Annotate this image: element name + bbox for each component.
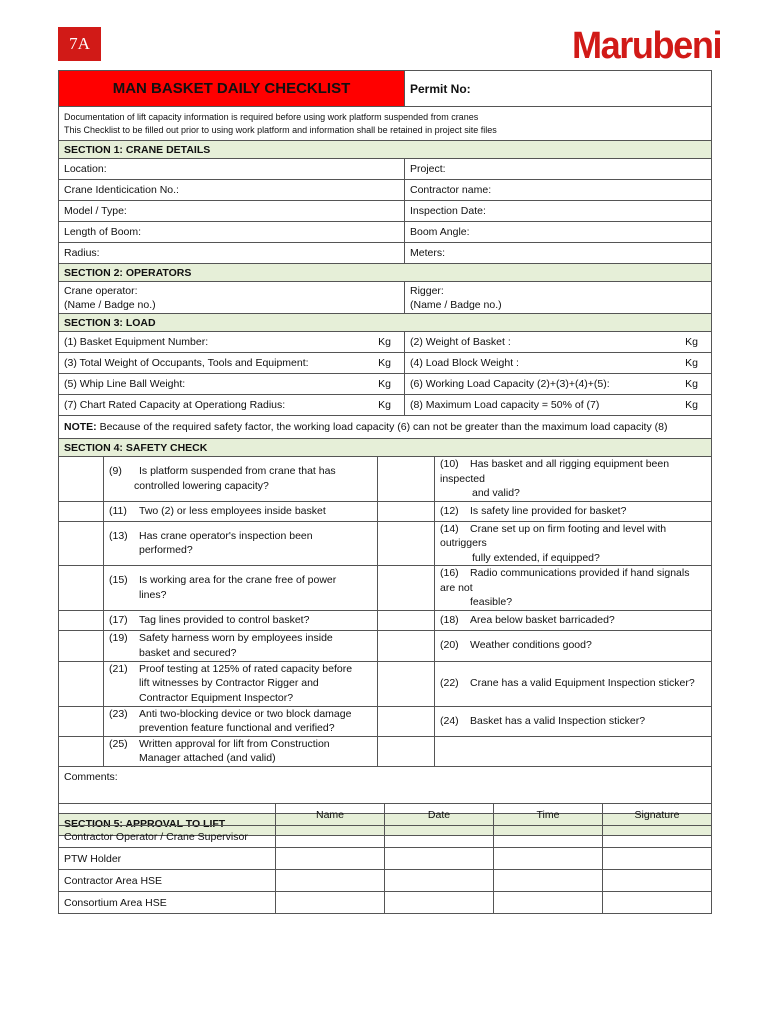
column-time: Time [494,804,603,826]
name-cell[interactable] [276,826,385,848]
check-item-22 [435,661,712,706]
check-box-14[interactable] [378,521,435,566]
load-label: (7) Chart Rated Capacity at Operationg Radius: [64,399,286,411]
section-2-header: SECTION 2: OPERATORS [59,264,712,282]
permit-number-field[interactable] [405,71,712,107]
inspection-date-field[interactable]: Inspection Date: [405,201,712,222]
date-cell[interactable] [385,892,494,914]
signature-cell[interactable] [603,870,712,892]
name-cell[interactable] [276,848,385,870]
item-number: (11) [109,504,127,517]
marubeni-logo [572,24,722,68]
load-field-2[interactable] [405,332,712,353]
document-code-badge: 7A [58,27,101,61]
item-number: (14) [440,522,459,535]
check-box-10[interactable] [378,457,435,502]
item-number: (19) [109,632,128,644]
column-name: Name [276,804,385,826]
item-number: (9) [109,465,122,478]
check-box-18[interactable] [378,610,435,630]
check-item-10 [435,457,712,502]
check-box-17[interactable] [59,610,104,630]
item-text: Is working area for the crane free of power [139,574,337,587]
check-box-21[interactable] [59,661,104,706]
item-number: (23) [109,707,128,720]
check-item-18 [435,610,712,630]
unit-kg: Kg [378,378,391,390]
load-label: (1) Basket Equipment Number: [64,336,209,348]
role-ptw-holder: PTW Holder [59,848,276,870]
load-label: (2) Weight of Basket : [410,336,511,348]
date-cell[interactable] [385,870,494,892]
intro-line-2: This Checklist to be filled out prior to using work platform and information shall be retained in project site files [64,124,497,135]
check-box-15[interactable] [59,566,104,611]
approval-header-blank [59,804,276,826]
crane-operator-field[interactable] [59,282,405,314]
unit-kg: Kg [378,399,391,411]
item-text-cont: controlled lowering capacity? [134,479,269,492]
load-field-8[interactable] [405,395,712,416]
item-text-cont: performed? [139,544,193,557]
load-label: (3) Total Weight of Occupants, Tools and Equipment: [64,357,309,369]
time-cell[interactable] [494,826,603,848]
approval-table [58,803,712,914]
load-field-5[interactable] [59,374,405,395]
unit-kg: Kg [378,357,391,369]
comments-label: Comments: [64,770,118,783]
item-text-cont: basket and secured? [139,646,237,659]
check-item-12 [435,501,712,521]
logo-text: Marubeni [572,25,722,67]
intro-line-1: Documentation of lift capacity information is required before using work platform suspended from cranes [64,111,479,122]
rigger-sublabel: (Name / Badge no.) [410,298,502,311]
section-4-header: SECTION 4: SAFETY CHECK [59,439,712,457]
boom-length-field[interactable]: Length of Boom: [59,222,405,243]
item-text: Weather conditions good? [470,639,592,652]
check-item-20 [435,630,712,661]
item-text: Anti two-blocking device or two block damage [139,707,352,720]
unit-kg: Kg [685,399,698,411]
check-item-21 [104,661,378,706]
date-cell[interactable] [385,848,494,870]
check-box-24[interactable] [378,706,435,736]
check-box-9[interactable] [59,457,104,502]
meters-field[interactable]: Meters: [405,243,712,264]
check-item-14 [435,521,712,566]
time-cell[interactable] [494,848,603,870]
item-text-cont: lift witnesses by Contractor Rigger and [139,677,319,690]
permit-label: Permit No: [410,81,471,96]
check-item-17 [104,610,378,630]
item-text-cont: fully extended, if equipped? [472,551,600,564]
item-text: Is safety line provided for basket? [470,504,627,517]
unit-kg: Kg [685,336,698,348]
item-number: (20) [440,639,459,652]
crane-id-field[interactable]: Crane Identicication No.: [59,180,405,201]
item-text: Is platform suspended from crane that has [139,465,336,478]
check-item-13 [104,521,378,566]
load-note [59,416,712,439]
check-box-12[interactable] [378,501,435,521]
item-number: (24) [440,714,459,727]
check-box-empty[interactable] [378,736,435,766]
item-text: Crane has a valid Equipment Inspection sticker? [470,677,695,690]
boom-angle-field[interactable]: Boom Angle: [405,222,712,243]
check-item-24 [435,706,712,736]
item-text: Written approval for lift from Construction [139,737,330,750]
load-field-6[interactable] [405,374,712,395]
load-label: (6) Working Load Capacity (2)+(3)+(4)+(5): [410,378,610,390]
check-item-15 [104,566,378,611]
check-box-23[interactable] [59,706,104,736]
crane-operator-sublabel: (Name / Badge no.) [64,298,156,311]
item-text: Area below basket barricaded? [470,613,615,626]
note-label: NOTE: [64,421,97,433]
approval-table-wrap [58,803,712,914]
unit-kg: Kg [685,378,698,390]
item-text: Radio communications provided if hand signals are not [440,567,690,594]
check-item-9 [104,457,378,502]
load-label: (5) Whip Line Ball Weight: [64,378,186,390]
signature-cell[interactable] [603,892,712,914]
name-cell[interactable] [276,892,385,914]
check-item-empty [435,736,712,766]
rigger-label: Rigger: [410,284,444,297]
check-box-11[interactable] [59,501,104,521]
check-box-22[interactable] [378,661,435,706]
rigger-field[interactable] [405,282,712,314]
item-text-cont: feasible? [470,596,513,608]
check-item-23 [104,706,378,736]
signature-cell[interactable] [603,848,712,870]
item-number: (15) [109,574,128,587]
project-field[interactable]: Project: [405,159,712,180]
signature-cell[interactable] [603,826,712,848]
column-date: Date [385,804,494,826]
item-text: Has basket and all rigging equipment been inspected [440,458,670,485]
item-text: Has crane operator's inspection been [139,529,313,542]
unit-kg: Kg [685,357,698,369]
item-number: (25) [109,737,128,750]
item-text: Tag lines provided to control basket? [139,613,310,626]
radius-field[interactable]: Radius: [59,243,405,264]
item-number: (13) [109,529,128,542]
item-text-cont: Contractor Equipment Inspector? [139,691,294,704]
check-item-25 [104,736,378,766]
item-number: (18) [440,613,459,626]
location-field[interactable]: Location: [59,159,405,180]
item-text-cont: lines? [139,588,167,601]
contractor-name-field[interactable]: Contractor name: [405,180,712,201]
form-title: MAN BASKET DAILY CHECKLIST [59,71,405,107]
item-text-cont: Manager attached (and valid) [139,752,276,764]
role-operator-supervisor: Contractor Operator / Crane Supervisor [59,826,276,848]
check-box-20[interactable] [378,630,435,661]
load-field-7[interactable] [59,395,405,416]
load-field-1[interactable] [59,332,405,353]
model-type-field[interactable]: Model / Type: [59,201,405,222]
role-contractor-hse: Contractor Area HSE [59,870,276,892]
item-number: (21) [109,662,128,675]
item-number: (12) [440,504,459,517]
check-box-19[interactable] [59,630,104,661]
item-text: Safety harness worn by employees inside [139,632,333,644]
date-cell[interactable] [385,826,494,848]
load-label: (4) Load Block Weight : [410,357,519,369]
crane-operator-label: Crane operator: [64,284,138,297]
load-field-4[interactable] [405,353,712,374]
time-cell[interactable] [494,870,603,892]
item-text: Two (2) or less employees inside basket [139,504,326,517]
role-consortium-hse: Consortium Area HSE [59,892,276,914]
item-text-cont: prevention feature functional and verified? [139,722,335,734]
load-field-3[interactable] [59,353,405,374]
check-box-13[interactable] [59,521,104,566]
item-number: (17) [109,613,128,626]
item-text: Basket has a valid Inspection sticker? [470,714,646,727]
intro-text [59,107,712,141]
checklist-form [58,70,712,836]
check-item-16 [435,566,712,611]
item-text: Proof testing at 125% of rated capacity before [139,662,353,675]
note-text: Because of the required safety factor, the working load capacity (6) can not be greater than the maximum load capacity (8) [96,421,668,433]
item-text: Crane set up on firm footing and level with outriggers [440,522,667,549]
check-box-16[interactable] [378,566,435,611]
section-5-header: SECTION 5: APPROVAL TO LIFT [59,813,712,835]
section-3-header: SECTION 3: LOAD [59,314,712,332]
item-number: (10) [440,458,459,470]
item-text-cont: and valid? [472,487,520,499]
item-number: (16) [440,567,459,579]
check-item-19 [104,630,378,661]
column-signature: Signature [603,804,712,826]
time-cell[interactable] [494,892,603,914]
section-1-header: SECTION 1: CRANE DETAILS [59,141,712,159]
unit-kg: Kg [378,336,391,348]
check-item-11 [104,501,378,521]
item-number: (22) [440,677,459,690]
title-row [59,71,712,107]
name-cell[interactable] [276,870,385,892]
check-box-25[interactable] [59,736,104,766]
load-label: (8) Maximum Load capacity = 50% of (7) [410,399,600,411]
